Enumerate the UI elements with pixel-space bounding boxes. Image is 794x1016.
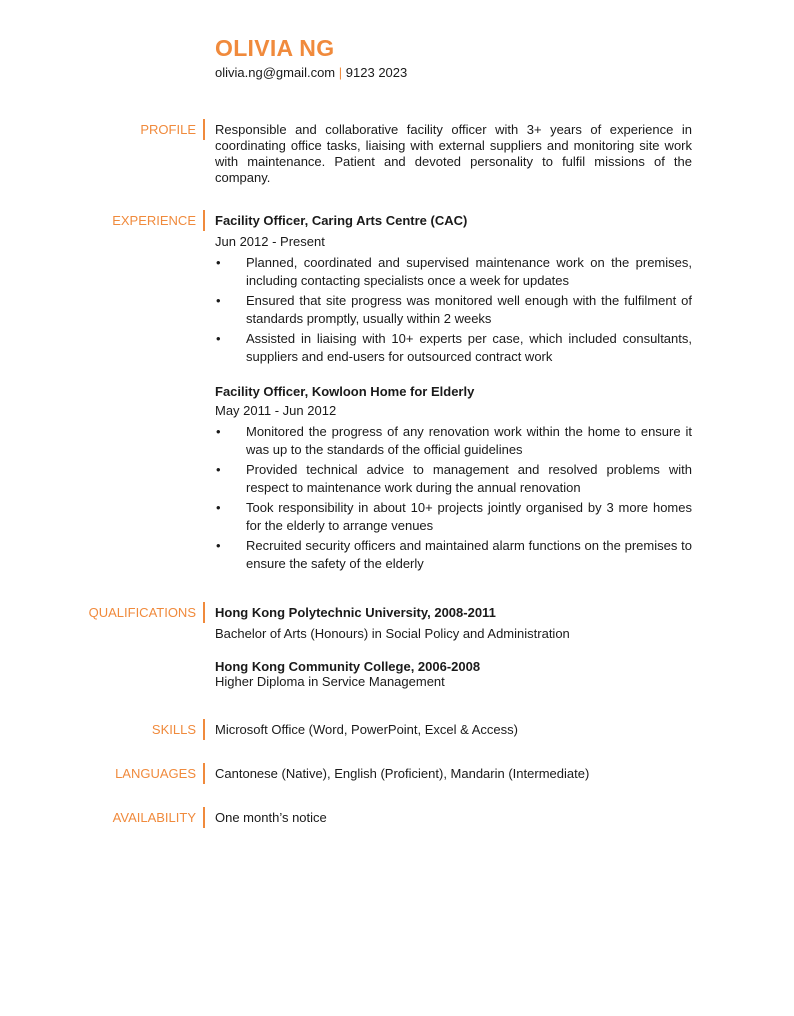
degree: Bachelor of Arts (Honours) in Social Policy and Administration [215,626,570,641]
bullet-text: Ensured that site progress was monitored well enough with the fulfilment of standards promptly, usually within 2 weeks [246,293,692,326]
bullet-icon: • [216,500,221,515]
job-title: Facility Officer, Caring Arts Centre (CAC) [215,213,468,228]
bullet-icon: • [216,255,221,270]
bullet-text: Took responsibility in about 10+ projects jointly organised by 3 more homes for the elderly to arrange venues [246,500,692,533]
profile-text: Responsible and collaborative facility officer with 3+ years of experience in coordinating office tasks, liaising with external suppliers and monitoring site work with maintenance. Patient and devoted personality to fulfil missions of the company. [215,122,692,185]
bullet-icon: • [216,462,221,477]
list-item [215,537,692,573]
job-date: Jun 2012 - Present [215,234,325,249]
experience-body [215,213,692,575]
list-item [215,461,692,497]
availability-text: One month’s notice [215,810,327,825]
job-bullets [215,423,692,573]
job-bullets [215,254,692,366]
list-item [215,499,692,535]
section-divider [203,210,205,231]
bullet-icon: • [216,331,221,346]
section-divider [203,763,205,784]
job-date: May 2011 - Jun 2012 [215,403,337,418]
degree: Higher Diploma in Service Management [215,674,445,689]
job-title: Facility Officer, Kowloon Home for Elderly [215,384,475,399]
phone: 9123 2023 [345,65,408,80]
list-item [215,292,692,328]
section-label: AVAILABILITY [112,810,196,825]
job-entry [215,213,692,366]
section-divider [203,119,205,140]
contact-line [215,65,407,80]
section-divider [203,807,205,828]
separator: | [338,65,343,80]
skills-text: Microsoft Office (Word, PowerPoint, Excel & Access) [215,722,518,737]
bullet-text: Assisted in liaising with 10+ experts per case, which included consultants, suppliers and end-users for outsourced contract work [246,331,692,364]
school-name: Hong Kong Polytechnic University, 2008-2011 [215,605,496,620]
qualifications-body [215,605,692,690]
list-item [215,330,692,366]
bullet-icon: • [216,424,221,439]
section-label: PROFILE [140,122,196,137]
bullet-text: Planned, coordinated and supervised maintenance work on the premises, including contacting specialists once a week for updates [246,255,692,288]
bullet-icon: • [216,293,221,308]
section-divider [203,602,205,623]
bullet-text: Monitored the progress of any renovation work within the home to ensure it was up to the standards of the official guidelines [246,424,692,457]
section-label: QUALIFICATIONS [88,605,196,620]
bullet-text: Provided technical advice to management and resolved problems with respect to maintenance work during the annual renovation [246,462,692,495]
section-divider [203,719,205,740]
list-item [215,423,692,459]
bullet-icon: • [216,538,221,553]
school-name: Hong Kong Community College, 2006-2008 [215,659,481,674]
list-item [215,254,692,290]
bullet-text: Recruited security officers and maintained alarm functions on the premises to ensure the safety of the elderly [246,538,692,571]
section-label: LANGUAGES [115,766,196,781]
candidate-name: OLIVIA NG [215,35,335,61]
section-label: SKILLS [151,722,196,737]
languages-text: Cantonese (Native), English (Proficient), Mandarin (Intermediate) [215,766,590,781]
job-entry [215,384,692,573]
section-label: EXPERIENCE [112,213,196,228]
email: olivia.ng@gmail.com [215,65,336,80]
